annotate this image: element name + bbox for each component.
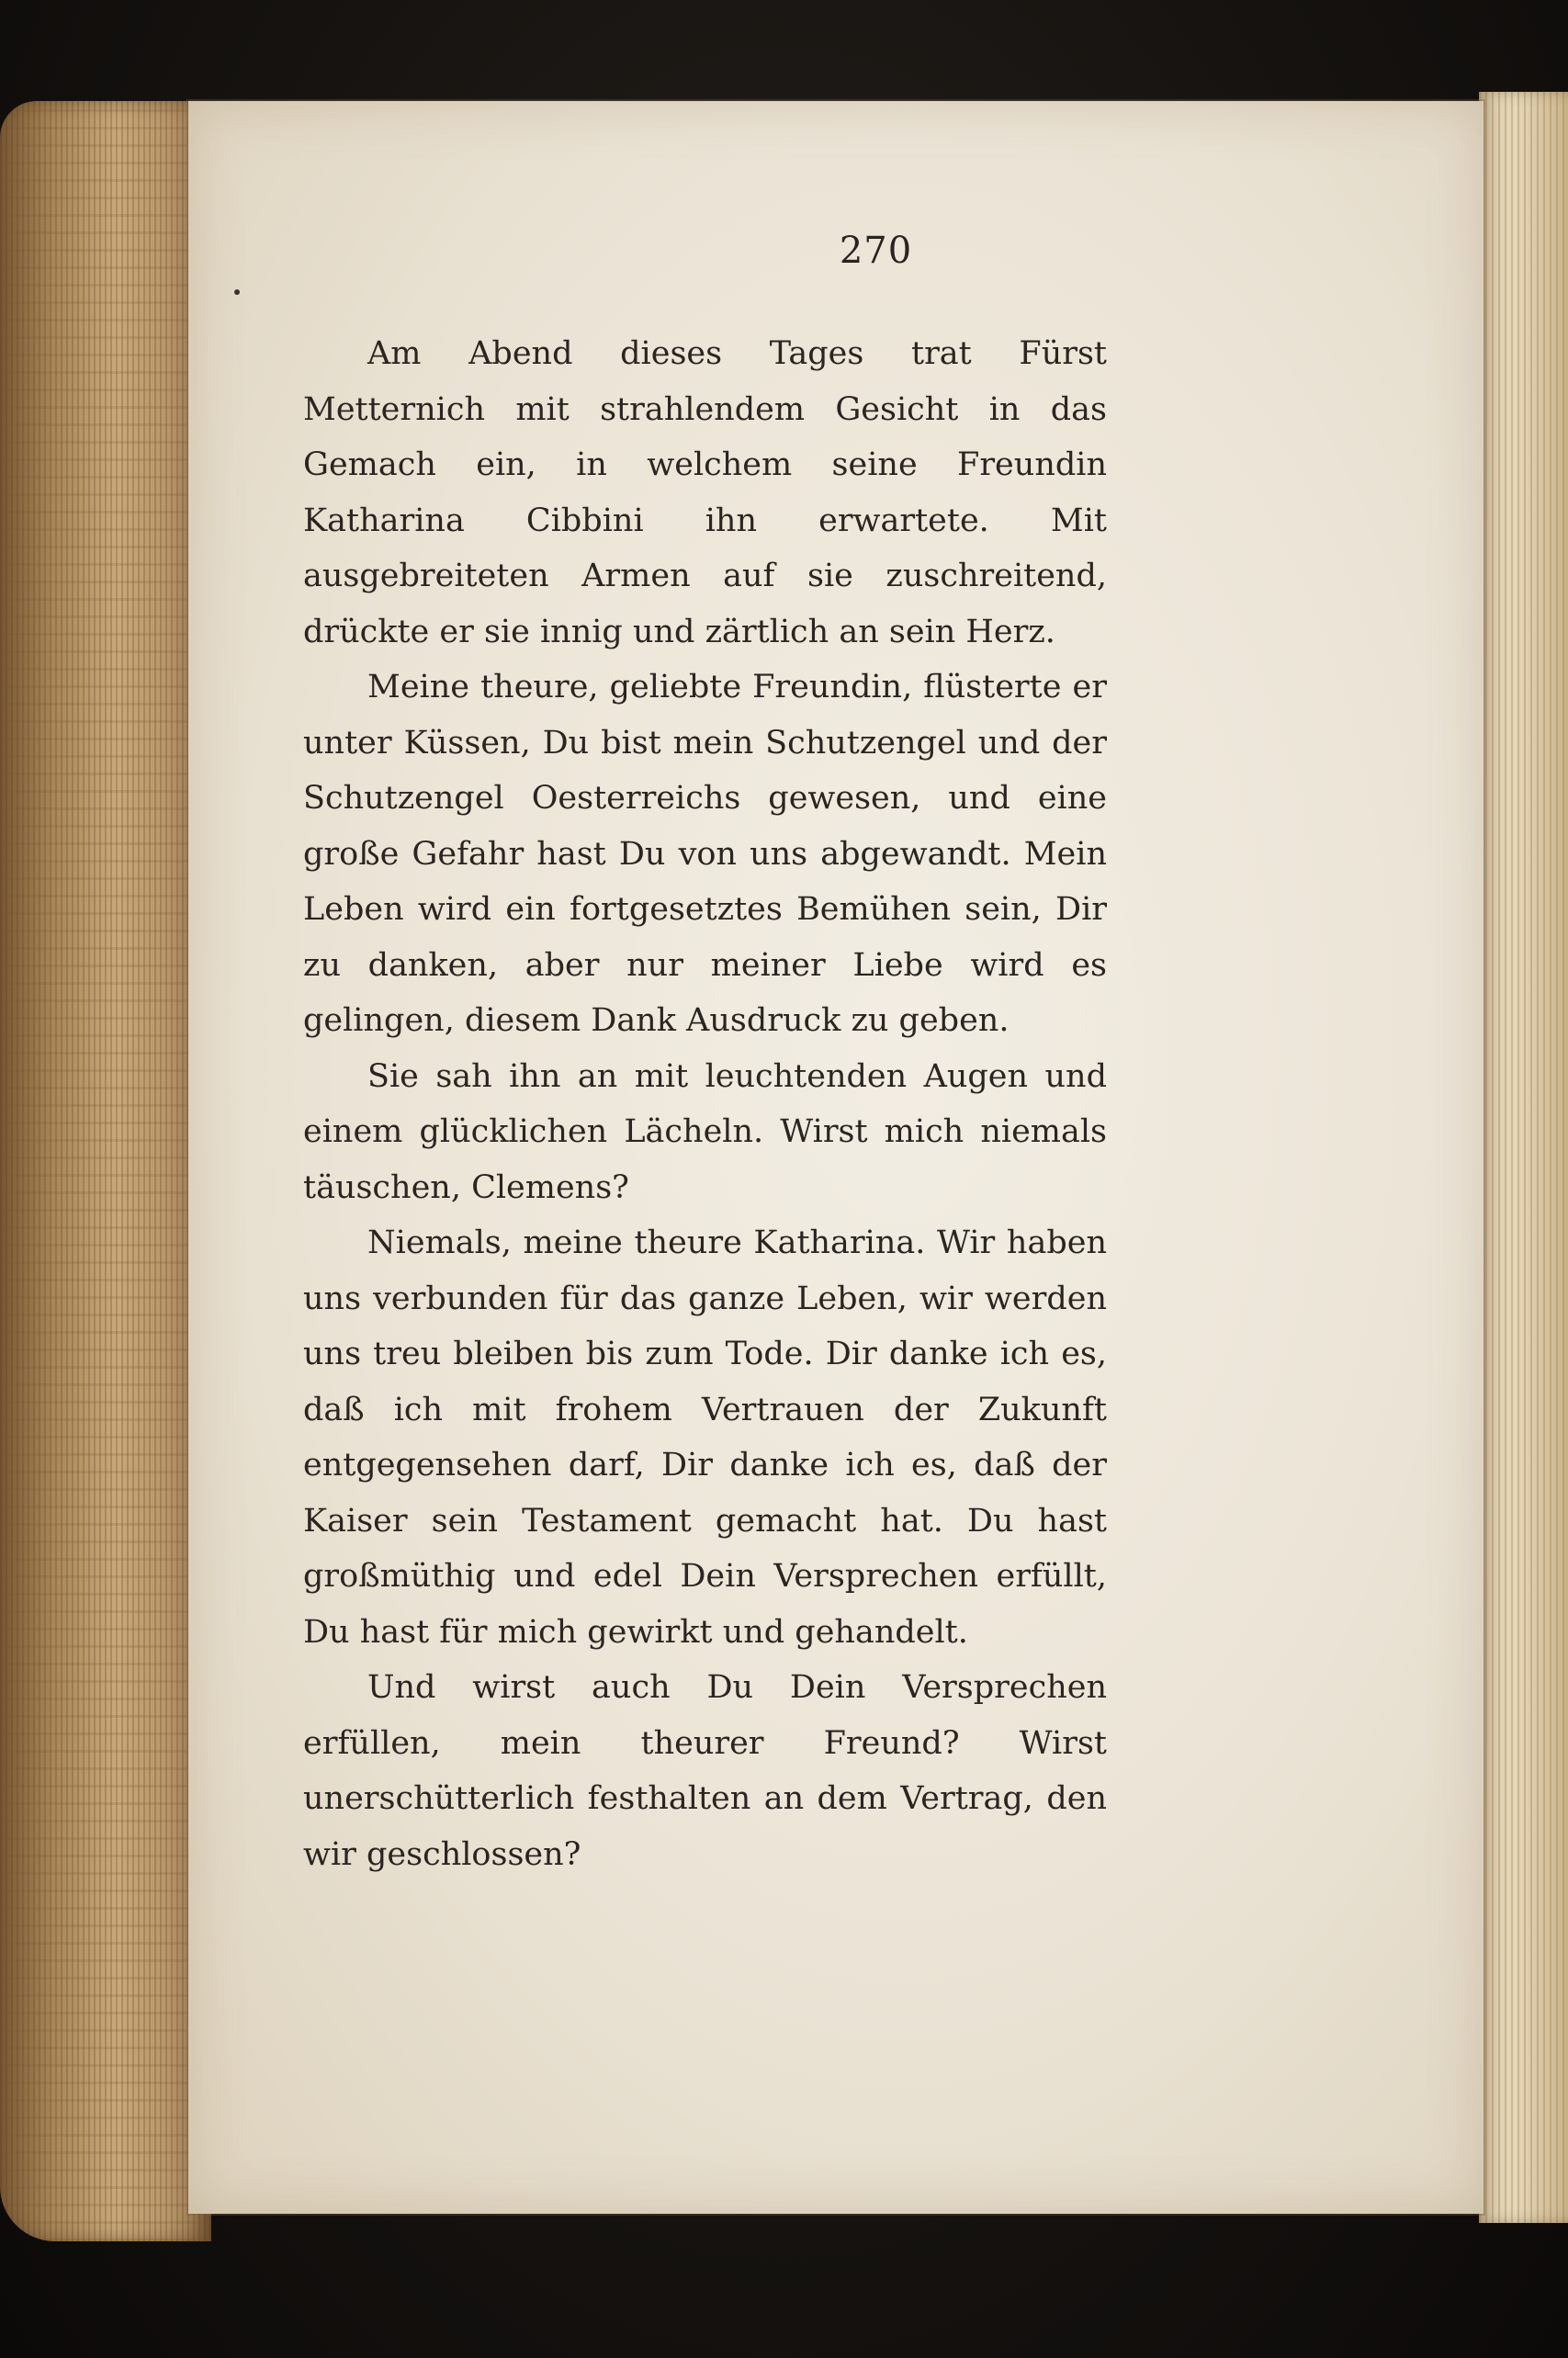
left-page-stack [0,101,211,2241]
paragraph: Meine theure, geliebte Freundin, flüsterte er unter Küssen, Du bist mein Schutzengel und der Schutzengel Oesterreichs gewesen, und eine große Gefahr hast Du von uns abgewandt. Mein Leben wird ein fortgesetztes Bemühen sein, Dir zu danken, aber nur meiner Liebe wird es gelingen, diesem Dank Ausdruck zu geben. [303,669,1107,1039]
page-number: 270 [839,230,913,272]
paper-speck [234,289,240,295]
paragraph: Niemals, meine theure Katharina. Wir haben uns verbunden für das ganze Leben, wir werden uns treu bleiben bis zum Tode. Dir danke ich es, daß ich mit frohem Vertrauen der Zukunft entgegensehen darf, Dir danke ich es, daß der Kaiser sein Testament gemacht hat. Du hast großmüthig und edel Dein Versprechen erfüllt, Du hast für mich gewirkt und gehandelt. [303,1224,1107,1651]
page-body [303,326,1107,1882]
paragraph: Und wirst auch Du Dein Versprechen erfüllen, mein theurer Freund? Wirst unerschütterlich festhalten an dem Vertrag, den wir geschlossen? [303,1669,1107,1873]
paragraph: Am Abend dieses Tages trat Fürst Metternich mit strahlendem Gesicht in das Gemach ein, in welchem seine Freundin Katharina Cibbini ihn erwartete. Mit ausgebreiteten Armen auf sie zuschreitend, drückte er sie innig und zärtlich an sein Herz. [303,335,1107,650]
paragraph: Sie sah ihn an mit leuchtenden Augen und einem glücklichen Lächeln. Wirst mich niemals täuschen, Clemens? [303,1057,1107,1206]
right-page-stack [1479,92,1568,2223]
